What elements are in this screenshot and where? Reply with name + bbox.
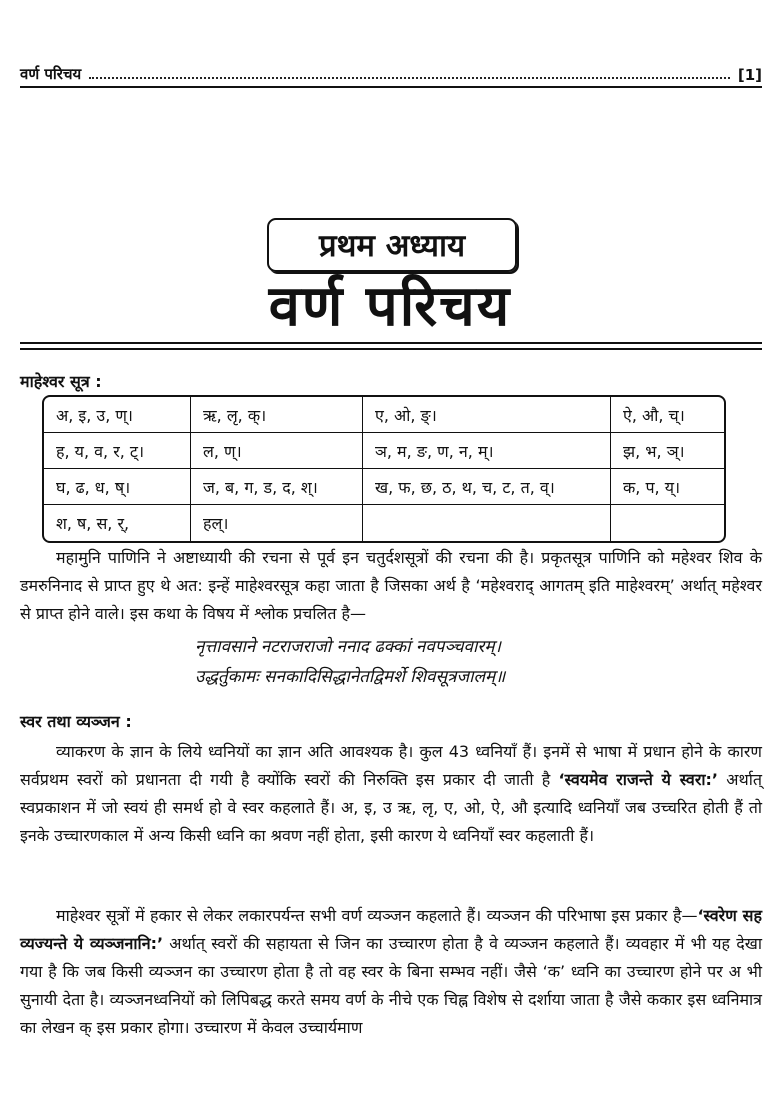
sutra-cell: अ, इ, उ, ण्। bbox=[44, 397, 191, 433]
title-double-rule bbox=[20, 342, 762, 350]
sutra-cell bbox=[363, 505, 611, 541]
sutra-cell: क, प, य्। bbox=[611, 469, 724, 505]
sutra-cell: झ, भ, ञ्। bbox=[611, 433, 724, 469]
intro-paragraph: महामुनि पाणिनि ने अष्टाध्यायी की रचना से पूर्व इन चतुर्दशसूत्रों की रचना की है। प्रकृतसूत्र पाणिनि को महेश्वर शिव के डमरुनिनाद से प्राप्त हुए थे अत: इन्हें माहेश्वरसूत्र कहा जाता है जिसका अर्थ है ‘महेश्वराद् आगतम् इति माहेश्वरम्’ अर्थात् महेश्वर से प्राप्त होने वाले। इस कथा के विषय में श्लोक प्रचलित है— bbox=[20, 548, 762, 623]
sutra-cell: ख, फ, छ, ठ, थ, च, ट, त, व्। bbox=[363, 469, 611, 505]
sutra-cell: घ, ढ, ध, ष्। bbox=[44, 469, 191, 505]
header-leader-dots bbox=[89, 77, 730, 79]
sutra-cell: हल्। bbox=[191, 505, 363, 541]
swar-text-cont: अर्थात् स्वप्रकाशन में जो स्वयं ही समर्थ हो वे स्वर कहलाते हैं। अ, इ, उ ऋ, लृ, ए, ओ, ऐ, औ इत्यादि ध्वनियाँ जब उच्चरित होती हैं तो इनके उच्चारणकाल में अन्य किसी ध्वनि का श्रवण नहीं होता, इसी कारण ये ध्वनियाँ स्वर कहलाती हैं। bbox=[20, 770, 763, 845]
header-title: वर्ण परिचय bbox=[20, 65, 82, 83]
swar-vyanjan-heading: स्वर तथा व्यञ्जन : bbox=[20, 712, 132, 731]
swar-definition: ‘स्वयमेव राजन्ते ये स्वरा:’ bbox=[558, 770, 718, 789]
vyanjan-text-cont: अर्थात् स्वरों की सहायता से जिन का उच्चारण होता है वे व्यञ्जन कहलाते हैं। व्यवहार में भी यह देखा गया है कि जब किसी व्यञ्जन का उच्चारण होता है तो वह स्वर के बिना सम्भव नहीं। जैसे ‘क’ ध्वनि का उच्चारण होने पर अ भी सुनायी देता है। व्यञ्जनध्वनियों को लिपिबद्ध करते समय वर्ण के नीचे एक चिह्न विशेष से दर्शाया जाता है जैसे ककार इस ध्वनिमात्र का लेखन क् इस प्रकार होगा। उच्चारण में केवल उच्चार्यमाण bbox=[20, 934, 762, 1037]
sutra-cell bbox=[611, 505, 724, 541]
vyanjan-paragraph bbox=[20, 902, 762, 1042]
chapter-label-box bbox=[267, 218, 517, 272]
vyanjan-text: माहेश्वर सूत्रों में हकार से लेकर लकारपर्यन्त सभी वर्ण व्यञ्जन कहलाते हैं। व्यञ्जन की परिभाषा इस प्रकार है— bbox=[56, 906, 698, 925]
page-number: [1] bbox=[737, 66, 762, 84]
sutra-cell: ल, ण्। bbox=[191, 433, 363, 469]
sutra-cell: ए, ओ, ङ्। bbox=[363, 397, 611, 433]
shloka-line-2: उद्धर्तुकामः सनकादिसिद्धानेतद्विमर्शे शिवसूत्रजालम्॥ bbox=[195, 667, 506, 687]
chapter-title: वर्ण परिचय bbox=[268, 274, 512, 339]
header-rule bbox=[20, 86, 762, 88]
vyanjan-definition: ‘स्वरेण सह व्यज्यन्ते ये व्यञ्जनानि:’ bbox=[20, 906, 762, 953]
swar-text: व्याकरण के ज्ञान के लिये ध्वनियों का ज्ञान अति आवश्यक है। कुल 43 ध्वनियाँ हैं। इनमें से भाषा में प्रधान होने के कारण सर्वप्रथम स्वरों को प्रधानता दी गयी है क्योंकि स्वरों की निरुक्ति इस प्रकार दी जाती है bbox=[20, 742, 762, 789]
sutra-cell: ऐ, औ, च्। bbox=[611, 397, 724, 433]
chapter-label: प्रथम अध्याय bbox=[318, 228, 466, 264]
sutra-cell: ञ, म, ङ, ण, न, म्। bbox=[363, 433, 611, 469]
sutra-cell: ज, ब, ग, ड, द, श्। bbox=[191, 469, 363, 505]
shloka-line-1: नृत्तावसाने नटराजराजो ननाद ढक्कां नवपञ्चवारम्। bbox=[195, 637, 501, 657]
sutra-cell: ऋ, लृ, क्। bbox=[191, 397, 363, 433]
running-header bbox=[20, 62, 762, 84]
sutra-cell: ह, य, व, र, ट्। bbox=[44, 433, 191, 469]
maheshwar-sutra-table bbox=[42, 395, 726, 543]
maheshwar-heading: माहेश्वर सूत्र : bbox=[20, 372, 102, 391]
swar-paragraph bbox=[20, 738, 762, 850]
sutra-cell: श, ष, स, र्, bbox=[44, 505, 191, 541]
